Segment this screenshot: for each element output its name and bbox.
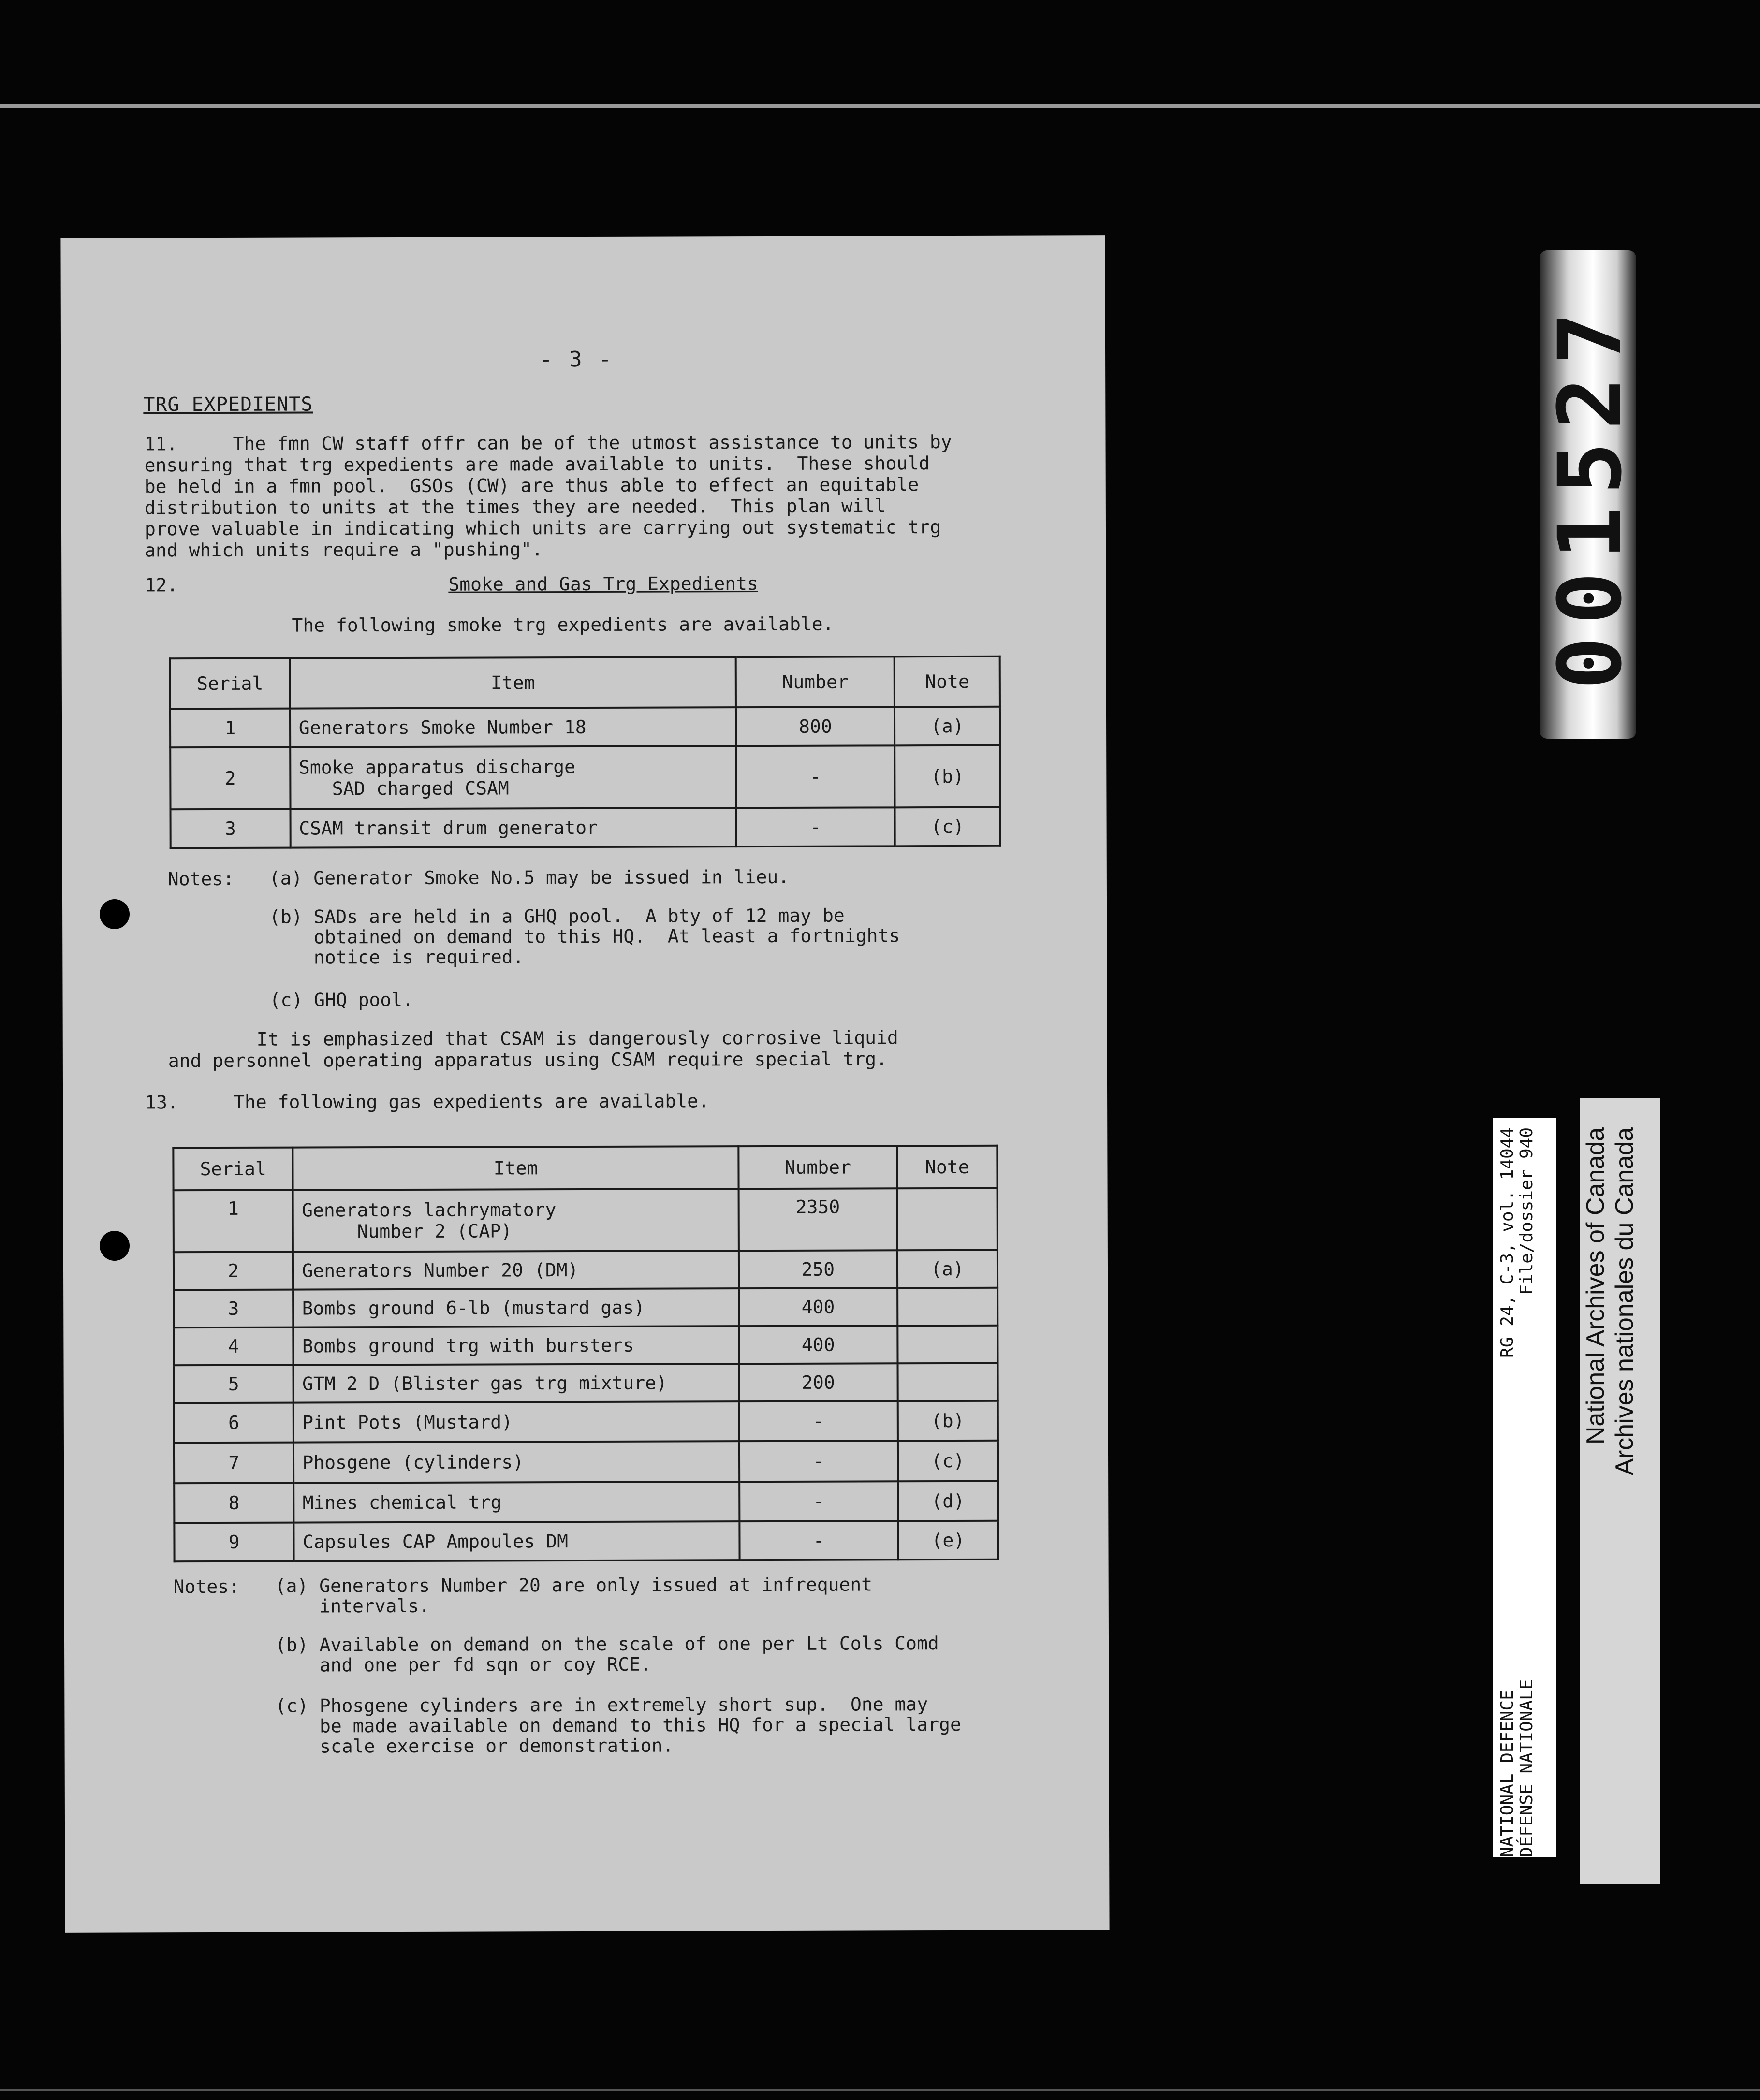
column-header: Item [293,1146,739,1190]
table-header-row [173,1146,997,1190]
item-cell: Generators lachrymatory Number 2 (CAP) [293,1189,739,1252]
note-cell: (a) [895,707,1000,746]
serial-cell: 3 [174,1290,293,1328]
item-cell: GTM 2 D (Blister gas trg mixture) [293,1364,739,1402]
microfilm-bottom-edge [0,2089,1760,2091]
smoke-note-c: (c) GHQ pool. [269,989,414,1011]
number-cell: 250 [739,1250,897,1288]
table-row [174,1188,997,1252]
serial-cell: 6 [174,1403,294,1443]
table-row [174,1521,998,1561]
column-header: Note [895,656,1000,707]
note-cell: (c) [898,1441,998,1482]
serial-cell: 9 [174,1523,294,1562]
page-number: - 3 - [540,347,614,372]
note-cell: (e) [898,1521,998,1560]
frame-number: 001527 [1540,299,1641,690]
section-heading: TRG EXPEDIENTS [143,393,313,416]
label-record-group: RG 24, C-3, vol. 14044 [1497,1127,1517,1358]
punch-hole [100,1231,130,1261]
column-header: Number [738,1146,897,1189]
number-cell: - [739,1401,898,1441]
note-cell [897,1363,997,1401]
column-header: Serial [170,658,290,709]
number-cell: - [736,807,895,846]
label-department-fr: DÉFENSE NATIONALE [1517,1679,1537,1857]
paragraph-11: 11. The fmn CW staff offr can be of the utmost assistance to units by ensuring that trg expedients are made available to units. These should be held in a fmn pool. GSOs (CW) are thus able to effect an equitable distribution to units at the times they are needed. This plan will prove valuable in indicating which units are carrying out systematic trg and which units require a "pushing". [144,431,952,561]
gas-note-c: (c) Phosgene cylinders are in extremely short sup. One may be made available on demand to this HQ for a special large scale exercise or demonstration. [275,1693,961,1757]
csam-warning: It is emphasized that CSAM is dangerously corrosive liquid and personnel operating apparatus using CSAM require special trg. [168,1027,898,1072]
table-row [170,745,1000,809]
serial-cell: 1 [174,1190,293,1253]
serial-cell: 8 [174,1483,294,1523]
table-row [174,1401,998,1443]
smoke-note-a: (a) Generator Smoke No.5 may be issued in lieu. [269,866,790,889]
number-cell: 800 [736,707,895,746]
gas-note-a: (a) Generators Number 20 are only issued at infrequent intervals. [275,1574,873,1617]
note-cell [897,1188,997,1251]
serial-cell: 2 [170,747,290,810]
item-cell: Generators Smoke Number 18 [290,707,736,747]
item-cell: Capsules CAP Ampoules DM [294,1521,740,1561]
note-cell: (a) [897,1250,997,1288]
item-cell: Generators Number 20 (DM) [293,1251,739,1289]
column-header: Note [897,1146,997,1189]
gas-note-b: (b) Available on demand on the scale of one per Lt Cols Comd and one per fd sqn or coy RCE. [275,1633,939,1676]
table-row [174,1288,997,1327]
item-cell: Pint Pots (Mustard) [293,1401,739,1442]
smoke-expedients-table [169,656,1001,849]
document-page [60,235,1109,1933]
national-archives-label [1580,1098,1660,1884]
note-cell [897,1326,997,1364]
column-header: Serial [173,1148,293,1191]
note-cell [897,1288,997,1326]
table-row [174,1481,998,1523]
punch-hole [100,899,130,929]
number-cell: - [736,745,895,808]
table-row [170,707,1000,747]
label-archives-fr: Archives nationales du Canada [1611,1127,1639,1475]
table-row [174,1326,997,1365]
gas-expedients-table [172,1145,999,1562]
microfilm-top-edge [0,104,1760,108]
number-cell: 400 [739,1326,897,1364]
note-cell: (d) [898,1481,998,1521]
table-header-row [170,656,1000,709]
number-cell: 400 [739,1288,897,1326]
smoke-notes-label: Notes: [167,868,235,890]
item-cell: Phosgene (cylinders) [293,1441,739,1483]
item-cell: CSAM transit drum generator [290,808,736,847]
smoke-intro: The following smoke trg expedients are available. [292,613,834,636]
table-row [171,807,1000,848]
serial-cell: 3 [171,809,291,848]
label-file: File/dossier 940 [1517,1127,1537,1295]
paragraph-13: 13. The following gas expedients are available. [145,1090,709,1113]
gas-notes-label: Notes: [173,1575,240,1598]
column-header: Number [736,656,895,707]
archive-reference-label [1493,1118,1556,1857]
table-row [174,1363,998,1403]
serial-cell: 1 [170,709,290,748]
paragraph-12-number: 12. [145,574,178,596]
note-cell: (c) [895,807,1000,846]
item-cell: Smoke apparatus discharge SAD charged CSAM [290,746,736,809]
serial-cell: 7 [174,1443,294,1484]
item-cell: Bombs ground 6-lb (mustard gas) [293,1288,739,1327]
table-row [174,1441,998,1483]
number-cell: - [739,1441,898,1482]
item-cell: Bombs ground trg with bursters [293,1326,739,1365]
table-row [174,1250,997,1290]
note-cell: (b) [897,1401,997,1441]
smoke-note-b: (b) SADs are held in a GHQ pool. A bty of 12 may be obtained on demand to this HQ. At least a fortnights notice is required. [269,904,900,968]
paragraph-12-title: Smoke and Gas Trg Expedients [448,573,758,595]
label-department-en: NATIONAL DEFENCE [1497,1690,1517,1857]
number-cell: 200 [739,1363,897,1401]
serial-cell: 2 [174,1252,293,1290]
column-header: Item [290,657,736,708]
note-cell: (b) [895,745,1000,808]
label-archives-en: National Archives of Canada [1582,1127,1610,1445]
number-cell: 2350 [738,1188,897,1251]
serial-cell: 4 [174,1327,293,1366]
number-cell: - [739,1521,898,1560]
item-cell: Mines chemical trg [294,1482,740,1522]
serial-cell: 5 [174,1365,294,1403]
number-cell: - [739,1481,898,1521]
